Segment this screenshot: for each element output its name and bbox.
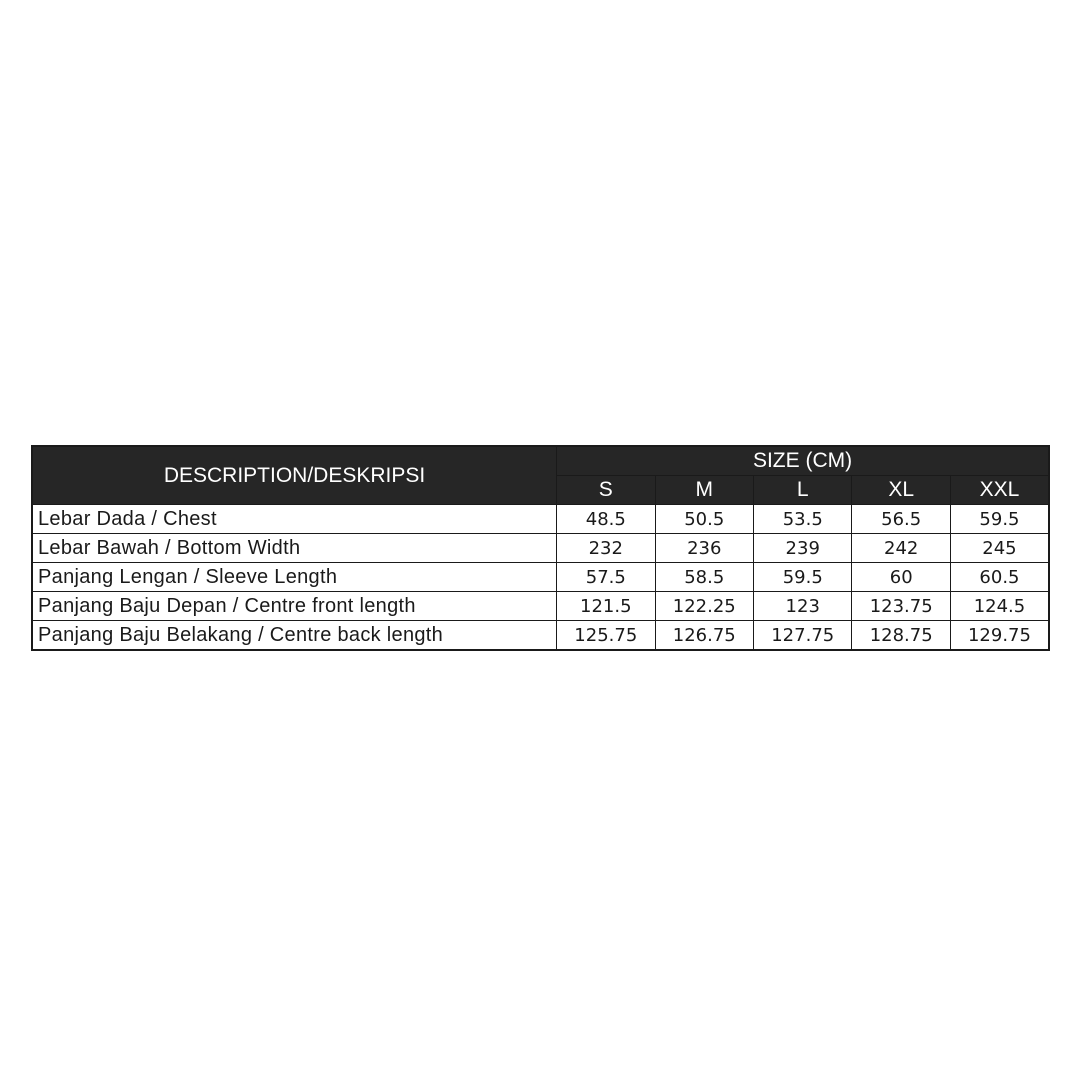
table-cell: 242 <box>852 534 950 563</box>
table-cell: 129.75 <box>950 621 1049 651</box>
size-header: SIZE (CM) <box>557 446 1049 476</box>
table-cell: 50.5 <box>655 505 753 534</box>
table-cell: 57.5 <box>557 563 655 592</box>
table-cell: 126.75 <box>655 621 753 651</box>
description-header: DESCRIPTION/DESKRIPSI <box>32 446 557 505</box>
table-row <box>32 592 1049 621</box>
table-cell: 236 <box>655 534 753 563</box>
table-cell: 122.25 <box>655 592 753 621</box>
size-column-header: L <box>754 476 852 505</box>
table-row <box>32 563 1049 592</box>
table-cell: 60 <box>852 563 950 592</box>
row-label: Panjang Baju Belakang / Centre back length <box>32 621 557 651</box>
size-chart-table <box>31 445 1050 651</box>
size-column-header: S <box>557 476 655 505</box>
table-cell: 53.5 <box>754 505 852 534</box>
table-cell: 48.5 <box>557 505 655 534</box>
table-cell: 123 <box>754 592 852 621</box>
row-label: Lebar Bawah / Bottom Width <box>32 534 557 563</box>
table-row <box>32 621 1049 651</box>
table-row <box>32 534 1049 563</box>
table-cell: 121.5 <box>557 592 655 621</box>
table-cell: 239 <box>754 534 852 563</box>
table-row <box>32 505 1049 534</box>
row-label: Panjang Baju Depan / Centre front length <box>32 592 557 621</box>
row-label: Lebar Dada / Chest <box>32 505 557 534</box>
table-cell: 59.5 <box>950 505 1049 534</box>
table-cell: 56.5 <box>852 505 950 534</box>
table-cell: 124.5 <box>950 592 1049 621</box>
table-cell: 125.75 <box>557 621 655 651</box>
table-cell: 123.75 <box>852 592 950 621</box>
table-cell: 60.5 <box>950 563 1049 592</box>
table-cell: 59.5 <box>754 563 852 592</box>
table-cell: 58.5 <box>655 563 753 592</box>
table-cell: 127.75 <box>754 621 852 651</box>
size-column-header: M <box>655 476 753 505</box>
size-column-header: XL <box>852 476 950 505</box>
table-cell: 245 <box>950 534 1049 563</box>
table-cell: 232 <box>557 534 655 563</box>
table-cell: 128.75 <box>852 621 950 651</box>
row-label: Panjang Lengan / Sleeve Length <box>32 563 557 592</box>
size-column-header: XXL <box>950 476 1049 505</box>
